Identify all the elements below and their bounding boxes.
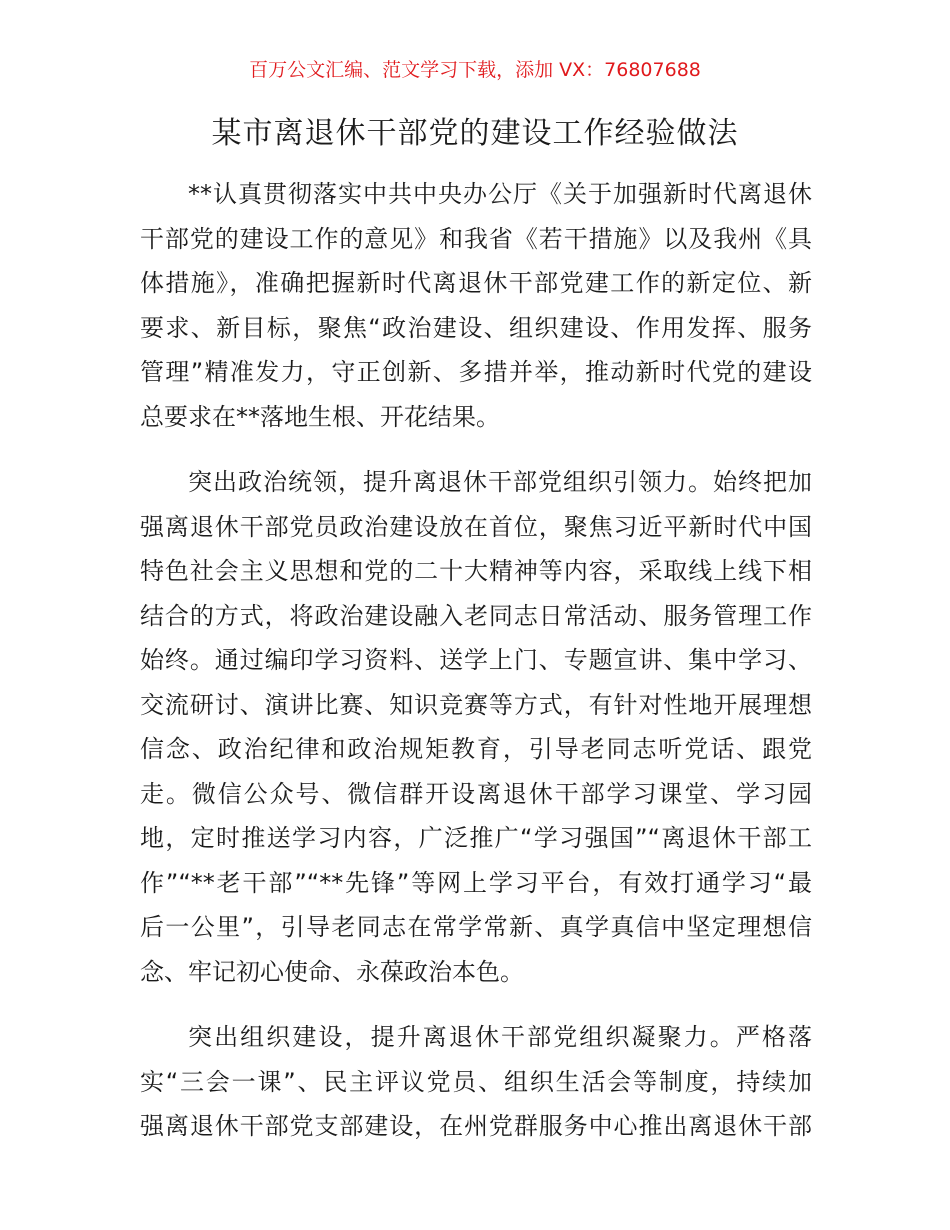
paragraph-line: 念、牢记初心使命、永葆政治本色。 (140, 957, 524, 986)
paragraph-line: 信念、政治纪律和政治规矩教育，引导老同志听党话、跟党 (140, 735, 812, 763)
paragraph-line: 突出政治统领，提升离退休干部党组织引领力。始终把加 (188, 468, 812, 496)
paragraph-line: 突出组织建设，提升离退休干部党组织凝聚力。严格落 (188, 1023, 812, 1051)
document-title: 某市离退休干部党的建设工作经验做法 (211, 116, 739, 151)
paragraph-line: 结合的方式，将政治建设融入老同志日常活动、服务管理工作 (140, 601, 812, 630)
paragraph-line: 后一公里”，引导老同志在常学常新、真学真信中坚定理想信 (140, 913, 812, 941)
paragraph-2 (140, 460, 812, 994)
paragraph-line: 要求、新目标，聚焦“政治建设、组织建设、作用发挥、服务 (140, 313, 812, 342)
paragraph-line: 走。微信公众号、微信群开设离退休干部学习课堂、学习园 (140, 779, 812, 808)
paragraph-line: **认真贯彻落实中共中央办公厅《关于加强新时代离退休 (188, 180, 812, 208)
paragraph-line: 强离退休干部党支部建设，在州党群服务中心推出离退休干部 (140, 1112, 812, 1140)
header-banner: 百万公文汇编、范文学习下载，添加 VX：76807688 (249, 59, 701, 81)
paragraph-line: 干部党的建设工作的意见》和我省《若干措施》以及我州《具 (140, 224, 812, 253)
paragraph-line: 特色社会主义思想和党的二十大精神等内容，采取线上线下相 (140, 557, 812, 585)
paragraph-line: 始终。通过编印学习资料、送学上门、专题宣讲、集中学习、 (140, 646, 812, 674)
paragraph-1 (140, 172, 812, 439)
paragraph-line: 交流研讨、演讲比赛、知识竞赛等方式，有针对性地开展理想 (140, 690, 812, 719)
paragraph-line: 管理”精准发力，守正创新、多措并举，推动新时代党的建设 (140, 358, 812, 386)
document-body (140, 172, 812, 1170)
paragraph-line: 体措施》，准确把握新时代离退休干部党建工作的新定位、新 (140, 269, 812, 297)
paragraph-line: 强离退休干部党员政治建设放在首位，聚焦习近平新时代中国 (140, 512, 812, 541)
paragraph-line: 地，定时推送学习内容，广泛推广“学习强国”“离退休干部工 (140, 824, 812, 852)
paragraph-line: 作”“**老干部”“**先锋”等网上学习平台，有效打通学习“最 (140, 868, 812, 897)
paragraph-line: 实“三会一课”、民主评议党员、组织生活会等制度，持续加 (140, 1067, 812, 1096)
paragraph-line: 总要求在**落地生根、开花结果。 (140, 402, 500, 431)
paragraph-3 (140, 1015, 812, 1149)
